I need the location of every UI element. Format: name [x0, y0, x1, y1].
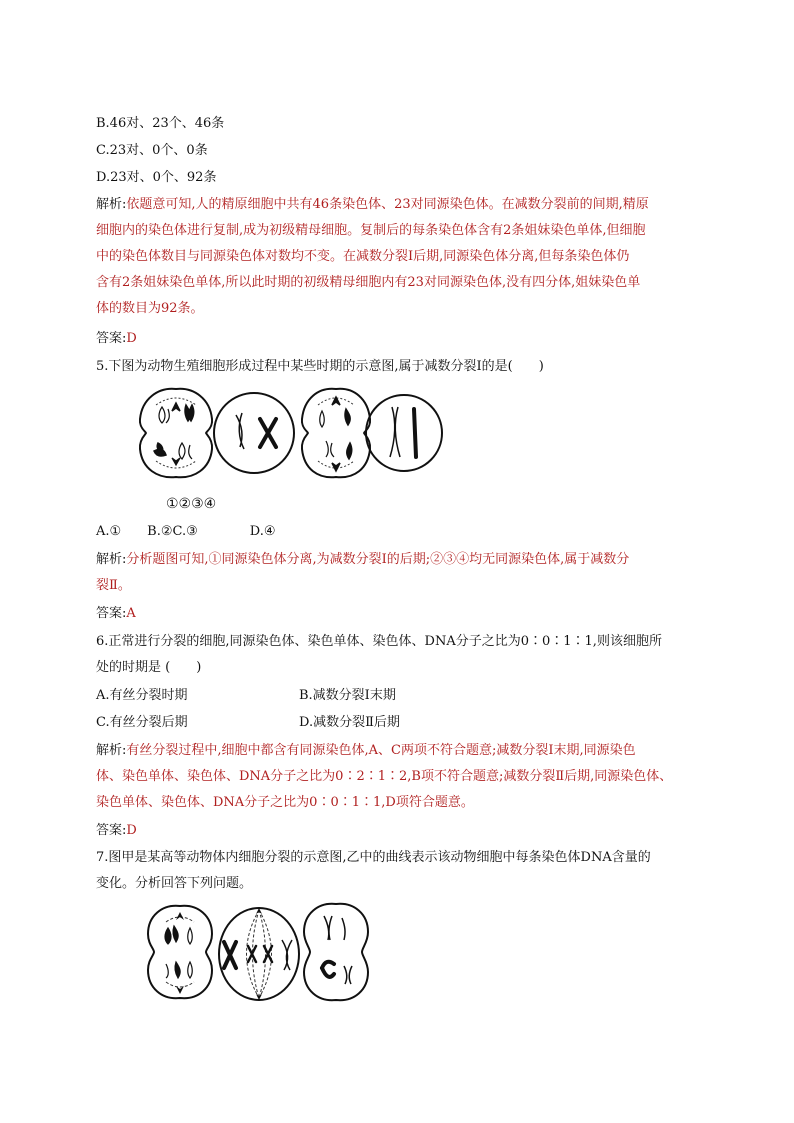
q4-analysis-line-2: 细胞内的染色体进行复制,成为初级精母细胞。复制后的每条染色体含有2条姐妹染色单体,但细胞 — [96, 223, 646, 238]
q4-option-d: D.23对、0个、92条 — [96, 170, 217, 185]
q5-stem: 5.下图为动物生殖细胞形成过程中某些时期的示意图,属于减数分裂Ⅰ的是( ) — [96, 359, 544, 374]
q6-option-a: A.有丝分裂时期 — [96, 688, 188, 703]
q6-analysis-line-1 — [96, 739, 636, 763]
q5-figure-labels: ①②③④ — [166, 496, 217, 512]
q5-answer-value: A — [126, 606, 136, 621]
q6-option-b: B.减数分裂Ⅰ末期 — [299, 688, 396, 703]
q5-analysis-line-1 — [96, 548, 629, 572]
q6-stem-line-2: 处的时期是 ( ) — [96, 660, 202, 675]
q5-analysis-prefix: 解析: — [96, 552, 127, 567]
q4-analysis-line-5: 体的数目为92条。 — [96, 301, 204, 316]
q4-analysis-prefix: 解析: — [96, 197, 127, 212]
q7-stem-line-1: 7.图甲是某高等动物体内细胞分裂的示意图,乙中的曲线表示该动物细胞中每条染色体DNA含量的 — [96, 850, 651, 865]
q6-stem-line-1: 6.正常进行分裂的细胞,同源染色体、染色单体、染色体、DNA分子之比为0∶0∶1∶1,则该细胞所 — [96, 634, 662, 649]
q5-analysis-text: 分析题图可知,①同源染色体分离,为减数分裂Ⅰ的后期;②③④均无同源染色体,属于减数分 — [126, 552, 630, 567]
q6-analysis-line-3: 染色单体、染色体、DNA分子之比为0∶0∶1∶1,D项符合题意。 — [96, 795, 474, 810]
q4-answer-value: D — [126, 331, 137, 346]
q5-options: A.① B.②C.③ D.④ — [96, 524, 276, 539]
q7-figure-jia — [146, 902, 376, 1004]
q4-answer — [96, 327, 137, 351]
q4-analysis-line-3: 中的染色体数目与同源染色体对数均不变。在减数分裂Ⅰ后期,同源染色体分离,但每条染色体仍 — [96, 249, 630, 264]
q6-answer-value: D — [126, 823, 137, 838]
q5-analysis-line-2: 裂Ⅱ。 — [96, 578, 131, 593]
q4-answer-label: 答案: — [96, 331, 127, 346]
q4-analysis-line-1 — [96, 193, 649, 217]
q4-analysis-text: 依题意可知,人的精原细胞中共有46条染色体、23对同源染色体。在减数分裂前的间期,精原 — [126, 197, 649, 212]
q6-analysis-text: 有丝分裂过程中,细胞中都含有同源染色体,A、C两项不符合题意;减数分裂Ⅰ末期,同源染色 — [126, 743, 636, 758]
q4-option-c: C.23对、0个、0条 — [96, 143, 208, 158]
q5-answer — [96, 602, 136, 626]
q6-option-d: D.减数分裂Ⅱ后期 — [299, 715, 400, 730]
q4-analysis-line-4: 含有2条姐妹染色单体,所以此时期的初级精母细胞内有23对同源染色体,没有四分体,姐妹染色单 — [96, 275, 641, 290]
q6-analysis-line-2: 体、染色单体、染色体、DNA分子之比为0∶2∶1∶2,B项不符合题意;减数分裂Ⅱ后期,同源染色体、 — [96, 769, 673, 784]
q6-option-c: C.有丝分裂后期 — [96, 715, 188, 730]
q6-analysis-prefix: 解析: — [96, 743, 127, 758]
q7-stem-line-2: 变化。分析回答下列问题。 — [96, 876, 253, 891]
q6-answer — [96, 819, 137, 843]
q4-option-b: B.46对、23个、46条 — [96, 116, 225, 131]
q5-cell-diagram — [136, 383, 446, 483]
q6-answer-label: 答案: — [96, 823, 127, 838]
q5-answer-label: 答案: — [96, 606, 127, 621]
